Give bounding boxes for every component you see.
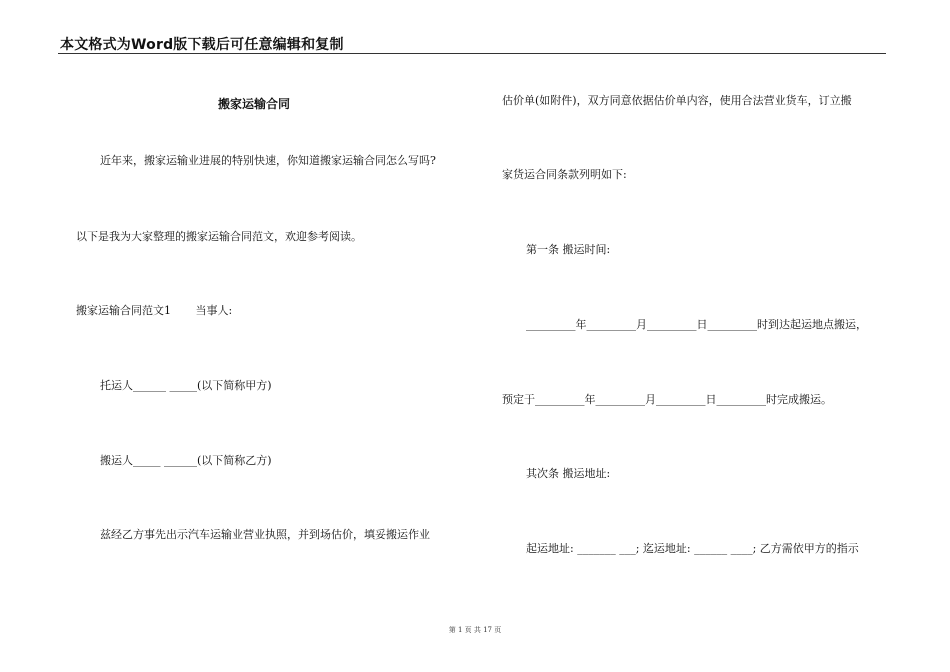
right-paragraph-3: 第一条 搬运时间:: [526, 243, 611, 256]
document-title: 搬家运输合同: [218, 97, 291, 111]
left-paragraph-1: 近年来，搬家运输业进展的特别快速，你知道搬家运输合同怎么写吗?: [100, 154, 436, 167]
document-header: 本文格式为Word版下载后可任意编辑和复制: [60, 37, 344, 53]
page-number: 第 1 页 共 17 页: [448, 626, 502, 634]
right-paragraph-2: 家货运合同条款列明如下:: [502, 168, 627, 181]
right-paragraph-7: 起运地址: _______ ___; 迄运地址: ______ ____; 乙方需依甲方的指示: [526, 542, 859, 555]
right-paragraph-5: 预定于_________年_________月_________日_________时完成搬运。: [502, 393, 832, 406]
left-paragraph-6: 兹经乙方事先出示汽车运输业营业执照，并到场估价，填妥搬运作业: [100, 528, 430, 541]
left-paragraph-2: 以下是我为大家整理的搬家运输合同范文，欢迎参考阅读。: [76, 230, 362, 243]
right-paragraph-1: 估价单(如附件)，双方同意依据估价单内容，使用合法营业货车，订立搬: [502, 94, 852, 107]
right-paragraph-6: 其次条 搬运地址:: [526, 467, 611, 480]
header-divider: [58, 53, 886, 54]
left-paragraph-4: 托运人______ _____(以下简称甲方): [100, 379, 272, 392]
left-paragraph-3: 搬家运输合同范文1 当事人:: [76, 304, 233, 317]
right-paragraph-4: _________年_________月_________日_________时到达起运地点搬运，: [526, 318, 867, 331]
left-paragraph-5: 搬运人_____ ______(以下简称乙方): [100, 454, 272, 467]
